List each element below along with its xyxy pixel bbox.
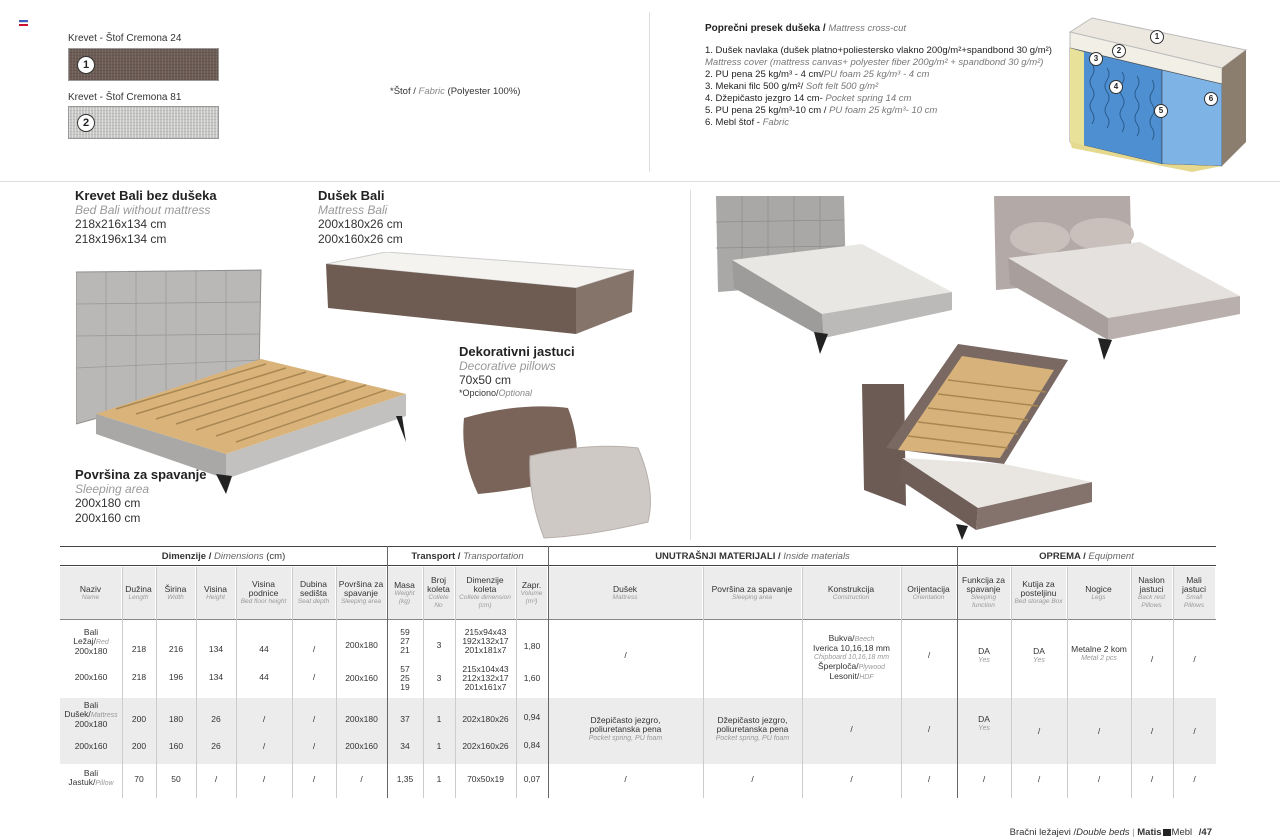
- table-cell: 202x180x26: [462, 713, 509, 724]
- table-cell: 3: [436, 672, 442, 683]
- group-dimensions: Dimenzije / Dimensions (cm): [60, 546, 387, 566]
- table-cell: /: [262, 713, 266, 724]
- cross-section-line: 6. Mebl štof - Fabric: [705, 117, 789, 128]
- col-header: Funkcija za spavanje Sleeping function: [957, 567, 1011, 619]
- table-cell: /: [1150, 725, 1154, 736]
- table-cell: 196: [168, 671, 184, 682]
- cross-section-line: 2. PU pena 25 kg/m³ - 4 cm/PU foam 25 kg/m³ - 4 cm: [705, 69, 930, 80]
- table-cell: 180: [168, 713, 184, 724]
- sleep-area-dim: 200x180 cm: [75, 496, 141, 510]
- bed-subtitle: Bed Bali without mattress: [75, 203, 211, 217]
- swatch-number: 2: [77, 114, 95, 132]
- table-cell: Bali Ležaj/Red 200x180: [73, 627, 109, 656]
- table-cell: /: [1193, 773, 1196, 784]
- brand-logo: Matis: [1137, 827, 1162, 838]
- divider: [0, 181, 1280, 182]
- pillows-dim: 70x50 cm: [459, 373, 512, 387]
- table-cell: 50: [171, 773, 181, 784]
- bed-title: Krevet Bali bez dušeka: [75, 188, 217, 203]
- fabric-label: Krevet - Štof Cremona 24: [68, 33, 182, 44]
- mattress-dim: 200x180x26 cm: [318, 217, 403, 231]
- bed-info: [75, 188, 217, 247]
- table-cell: /: [312, 671, 316, 682]
- mattress-info: [318, 188, 403, 247]
- cross-section-tag: 6: [1204, 92, 1218, 106]
- col-header: Konstrukcija Construction: [802, 567, 901, 619]
- table-cell: 200: [131, 740, 147, 751]
- table-cell: /: [982, 773, 986, 784]
- table-cell: 26: [211, 713, 221, 724]
- table-cell: 57 25 19: [400, 663, 410, 692]
- cross-section-line: 5. PU pena 25 kg/m³-10 cm / PU foam 25 kg/m³- 10 cm: [705, 105, 938, 116]
- table-cell: /: [262, 740, 266, 751]
- table-cell: 218: [131, 643, 147, 654]
- table-cell: DA Yes: [1033, 646, 1045, 664]
- table-cell: /: [312, 713, 316, 724]
- table-cell: Džepičasto jezgro, poliuretanska pena Pocket spring, PU foam: [588, 714, 663, 742]
- col-header: Zapr. Volume (m³): [516, 567, 548, 619]
- table-cell: /: [927, 773, 931, 784]
- col-divider: [1173, 567, 1174, 798]
- col-header: Broj koleta Collete No: [423, 567, 455, 619]
- mattress-image: [326, 252, 636, 342]
- group-inside-materials: UNUTRAŠNJI MATERIJALI / Inside materials: [548, 546, 957, 566]
- cross-section-tag: 5: [1154, 104, 1168, 118]
- divider: [649, 12, 650, 172]
- table-cell: 1: [436, 713, 442, 724]
- footer: Bračni ležajevi /Double beds | Matis Mebl /47: [1009, 827, 1212, 838]
- group-transport: Transport / Transportation: [387, 546, 548, 566]
- cross-section-tag: 2: [1112, 44, 1126, 58]
- sleep-area-subtitle: Sleeping area: [75, 482, 150, 496]
- sleep-area-title: Površina za spavanje: [75, 467, 207, 482]
- table-cell: 0,84: [523, 739, 541, 750]
- col-divider: [548, 546, 549, 798]
- table-cell: 0,07: [523, 773, 541, 784]
- mattress-title: Dušek Bali: [318, 188, 385, 203]
- table-cell: /: [1037, 725, 1041, 736]
- col-header: Površina za spavanje Sleeping area: [703, 567, 802, 619]
- table-cell: 134: [208, 671, 224, 682]
- cross-section-line: 1. Dušek navlaka (dušek platno+poliestersko vlakno 200g/m²+spandbond 30 g/m²): [705, 45, 1052, 56]
- col-header: Nogice Legs: [1067, 567, 1131, 619]
- table-cell: Bukva/Beech Iverica 10,16,18 mm Chipboard 10,16,18 mm Šperploča/Plywood Lesonit/HDF: [812, 633, 890, 681]
- table-cell: /: [312, 643, 316, 654]
- col-header: Dimenzije koleta Collete dimension (cm): [455, 567, 516, 619]
- col-header: Dužina Length: [122, 567, 156, 619]
- table-cell: /: [751, 773, 754, 784]
- table-cell: 200x180: [345, 713, 378, 724]
- table-cell: 202x160x26: [462, 740, 509, 751]
- table-cell: 1: [436, 740, 442, 751]
- cross-section-tag: 4: [1109, 80, 1123, 94]
- table-cell: /: [1097, 725, 1101, 736]
- table-cell: 200x180: [345, 639, 378, 650]
- table-cell: /: [312, 773, 316, 784]
- col-divider: [1011, 567, 1012, 798]
- table-cell: 160: [168, 740, 184, 751]
- table-cell: 1,60: [523, 672, 541, 683]
- bed-beige-photo: [990, 192, 1245, 362]
- table-cell: 215x104x43 212x132x17 201x161x7: [462, 663, 509, 692]
- language-flag-icon[interactable]: [19, 20, 28, 27]
- col-header: Površina za spavanje Sleeping area: [336, 567, 387, 619]
- pillows-title: Dekorativni jastuci: [459, 344, 575, 359]
- pillows-image: [460, 404, 660, 540]
- table-cell: /: [312, 740, 316, 751]
- fabric-swatch-cremona-24[interactable]: [68, 48, 219, 81]
- col-header: Naziv Name: [60, 567, 122, 619]
- table-cell: Metalne 2 kom Metal 2 pcs: [1071, 644, 1127, 662]
- table-cell: 200x160: [345, 672, 378, 683]
- table-cell: 1: [436, 773, 442, 784]
- table-cell: 200x160: [345, 740, 378, 751]
- table-cell: /: [1193, 725, 1196, 736]
- cross-section-line: Mattress cover (mattress canvas+ polyester fiber 200g/m² + spandbond 30 g/m²): [705, 57, 1044, 68]
- table-cell: 0,94: [523, 711, 541, 722]
- table-cell: /: [927, 723, 931, 734]
- table-cell: 134: [208, 643, 224, 654]
- table-cell: 3: [436, 639, 442, 650]
- fabric-label: Krevet - Štof Cremona 81: [68, 92, 182, 103]
- sleep-area-info: [75, 467, 207, 526]
- col-divider: [901, 567, 902, 798]
- swatch-number: 1: [77, 56, 95, 74]
- table-cell: /: [850, 723, 853, 734]
- table-cell: 200x160: [74, 740, 108, 751]
- col-header: Visina Height: [196, 567, 236, 619]
- table-cell: /: [850, 773, 853, 784]
- table-cell: 70x50x19: [467, 773, 504, 784]
- table-cell: DA Yes: [978, 646, 990, 664]
- table-cell: /: [927, 649, 931, 660]
- col-header: Dubina sedišta Seat depth: [292, 567, 336, 619]
- table-cell: 44: [259, 643, 269, 654]
- table-cell: 216: [168, 643, 184, 654]
- table-cell: /: [624, 649, 627, 660]
- cross-section-line: 3. Mekani filc 500 g/m²/ Soft felt 500 g/m²: [705, 81, 879, 92]
- fabric-note: *Štof / Fabric (Polyester 100%): [390, 86, 521, 97]
- pillows-info: [459, 344, 575, 398]
- col-header: Kutija za posteljinu Bed storage Box: [1011, 567, 1067, 619]
- footer-section: Bračni ležajevi /: [1009, 827, 1077, 838]
- bed-storage-photo: [858, 340, 1094, 540]
- cross-section-tag: 1: [1150, 30, 1164, 44]
- table-cell: /: [360, 773, 363, 784]
- fabric-swatch-cremona-81[interactable]: [68, 106, 219, 139]
- bed-dim: 218x196x134 cm: [75, 232, 167, 246]
- table-cell: 37: [400, 713, 410, 724]
- table-cell: 218: [131, 671, 147, 682]
- table-cell: Bali Dušek/Mattress 200x180: [64, 700, 118, 729]
- table-cell: 70: [134, 773, 144, 784]
- col-header: Širina Width: [156, 567, 196, 619]
- col-header: Masa Weight (kg): [387, 567, 423, 619]
- col-divider: [957, 546, 958, 798]
- pillows-optional: *Opciono/Optional: [459, 388, 533, 398]
- cross-section-title: Poprečni presek dušeka / Mattress cross-cut: [705, 23, 906, 34]
- brand-logo-icon: [1163, 829, 1171, 836]
- divider: [690, 190, 691, 540]
- table-cell: Bali Jastuk/Pillow: [68, 767, 114, 787]
- group-equipment: OPREMA / Equipment: [957, 546, 1216, 566]
- table-cell: 26: [211, 740, 221, 751]
- pillows-subtitle: Decorative pillows: [459, 359, 556, 373]
- mattress-dim: 200x160x26 cm: [318, 232, 403, 246]
- mattress-subtitle: Mattress Bali: [318, 203, 388, 217]
- mattress-cross-section-image: [1062, 14, 1252, 174]
- table-cell: /: [1193, 653, 1196, 664]
- table-cell: DA Yes: [978, 714, 990, 732]
- table-cell: 59 27 21: [400, 626, 410, 655]
- table-cell: 215x94x43 192x132x17 201x181x7: [462, 626, 509, 655]
- col-header: Dušek Mattress: [548, 567, 703, 619]
- page-number: /47: [1198, 827, 1212, 838]
- cross-section-line: 4. Džepičasto jezgro 14 cm- Pocket spring 14 cm: [705, 93, 912, 104]
- table-cell: 1,80: [523, 640, 541, 651]
- col-header: Mali jastuci Small Pillows: [1173, 567, 1216, 619]
- table-cell: 200x160: [74, 671, 108, 682]
- bed-grey-photo: [712, 192, 957, 354]
- table-cell: /: [262, 773, 266, 784]
- specs-table: [60, 546, 1216, 798]
- sleep-area-dim: 200x160 cm: [75, 511, 141, 525]
- bed-dim: 218x216x134 cm: [75, 217, 167, 231]
- col-divider: [703, 567, 704, 798]
- table-cell: /: [1150, 773, 1154, 784]
- col-divider: [1067, 567, 1068, 798]
- row-divider: [60, 619, 1216, 620]
- col-header: Orijentacija Orientation: [901, 567, 957, 619]
- table-cell: /: [1097, 773, 1101, 784]
- table-cell: /: [624, 773, 627, 784]
- cross-section-tag: 3: [1089, 52, 1103, 66]
- table-cell: /: [214, 773, 218, 784]
- table-cell: Džepičasto jezgro, poliuretanska pena Pocket spring, PU foam: [715, 714, 790, 742]
- table-cell: 200: [131, 713, 147, 724]
- table-cell: 1,35: [396, 773, 414, 784]
- col-header: Naslon jastuci Back rest Pillows: [1131, 567, 1173, 619]
- table-cell: /: [1037, 773, 1041, 784]
- table-cell: /: [1150, 653, 1154, 664]
- table-cell: 34: [400, 740, 410, 751]
- col-header: Visina podnice Bed floor height: [236, 567, 292, 619]
- table-cell: 44: [259, 671, 269, 682]
- col-divider: [1131, 567, 1132, 798]
- cross-section-list: [705, 45, 1065, 129]
